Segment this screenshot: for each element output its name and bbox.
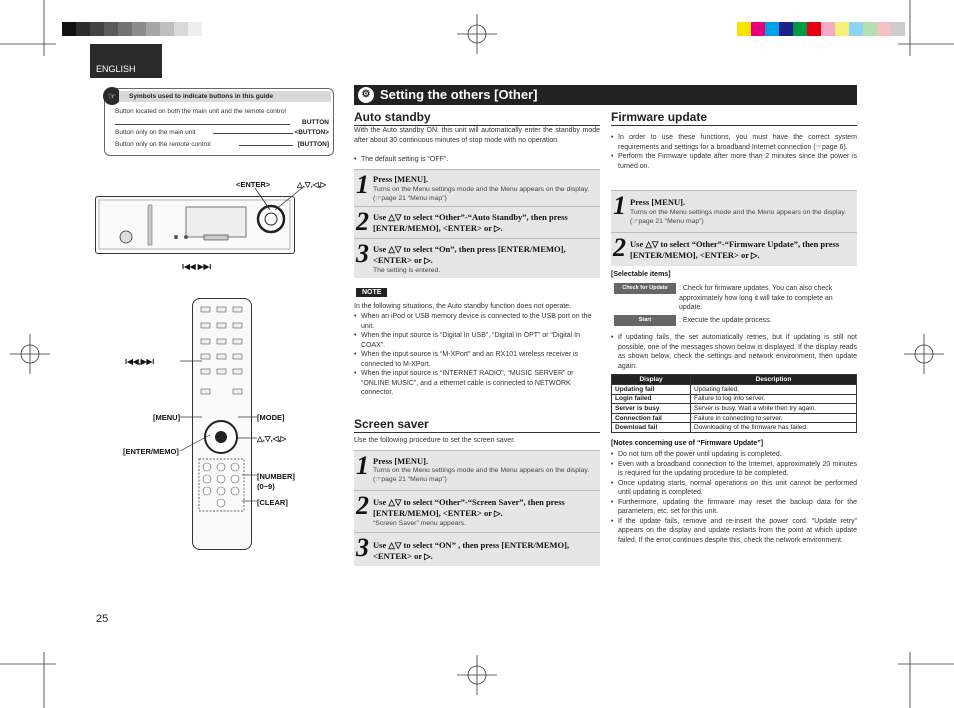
language-tab: ENGLISH <box>90 44 162 78</box>
page-number: 25 <box>96 613 109 625</box>
symbol-row-sym: [BUTTON] <box>297 141 329 148</box>
remote-clear-label: [CLEAR] <box>257 498 288 507</box>
note-item: • When the input source is “INTERNET RADIO”, “MUSIC SERVER” or “ONLINE MUSIC”, and a ethernet cable is connected to NETWORK connector. <box>354 369 600 398</box>
check-for-update-tag: Check for Update <box>614 283 676 294</box>
start-desc: : Execute the update process. <box>679 317 772 324</box>
note-item: • If the update fails, remove and re-insert the power cord. “Update retry” appears on the display and update restarts from the point at which update failed. If the error continues despite this, check the network environment. <box>611 517 857 546</box>
note-item: • Even with a broadband connection to the Internet, approximately 20 minutes is required for the updating procedure to be completed. <box>611 460 857 479</box>
remote-number-label: [NUMBER] <box>257 472 295 481</box>
symbol-row-sym: BUTTON <box>302 119 329 126</box>
remote-skip-label: I◀◀,▶▶I <box>125 357 155 366</box>
enter-label: <ENTER> <box>236 180 271 189</box>
remote-callout-lines <box>180 355 260 505</box>
firmware-error-table: Display Description Updating fail Updating failed. Login failed Failure to log into server. Server is busy Server is busy. Wait a while then try again. Connection fail Failure in connecting to server. Download fail Downloading of the firmware has failed. <box>611 374 857 433</box>
screen-saver-intro: Use the following procedure to set the screen saver. <box>354 437 516 444</box>
auto-standby-step: 3 Use △▽ to select “On”, then press [ENTER/MEMO], <ENTER> or ▷. The setting is entered. <box>354 238 600 278</box>
screen-saver-step: 2 Use △▽ to select “Other”-“Screen Saver”, then press [ENTER/MEMO], <ENTER> or ▷. “Screen Saver” menu appears. <box>354 490 600 532</box>
auto-standby-default: • The default setting is “OFF”. <box>354 155 600 165</box>
firmware-step: 1 Press [MENU]. Turns on the Menu settings mode and the Menu appears on the display. (☞page 21 “Menu map”) <box>611 190 857 232</box>
table-row: Updating fail Updating failed. <box>612 385 857 395</box>
symbols-guide <box>104 88 334 156</box>
firmware-bullets: • In order to use these functions, you must have the correct system requirements and settings for a broadband Internet connection (☞page 6). • Perform the Firmware update after more than 2 minutes since the power is turned on. <box>611 133 857 171</box>
check-for-update-desc: : Check for firmware updates. You can also check approximately how long it will take to complete an update. <box>679 285 833 311</box>
note-intro: In the following situations, the Auto standby function does not operate. <box>354 303 572 310</box>
table-row: Connection fail Failure in connecting to server. <box>612 413 857 423</box>
screen-saver-step: 1 Press [MENU]. Turns on the Menu settings mode and the Menu appears on the display. (☞page 21 “Menu map”) <box>354 450 600 490</box>
gear-icon: ⚙ <box>358 87 374 103</box>
section-title-text: Setting the others [Other] <box>380 87 538 102</box>
firmware-step: 2 Use △▽ to select “Other”-“Firmware Update”, then press [ENTER/MEMO], <ENTER> or ▷. <box>611 232 857 266</box>
section-title <box>354 85 857 105</box>
note-item: • When an iPod or USB memory device is connected to the USB port on the unit. <box>354 312 600 331</box>
notes-title: [Notes concerning use of “Firmware Update”] <box>611 440 764 447</box>
remote-mode-label: [MODE] <box>257 413 285 422</box>
selectable-items-title: [Selectable items] <box>611 271 671 278</box>
symbol-row-desc: Button located on both the main unit and the remote control <box>115 108 286 115</box>
symbol-row-desc: Button only on the remote control <box>115 141 211 148</box>
symbols-guide-title: Symbols used to indicate buttons in this guide <box>119 91 331 102</box>
remote-enter-memo-label: [ENTER/MEMO] <box>123 447 179 456</box>
note-item: • When the input source is “M-XPort” and an RX101 wireless receiver is connected to M-XPort. <box>354 350 600 369</box>
remote-number-range-label: (0~9) <box>257 482 275 491</box>
symbol-row-desc: Button only on the main unit <box>115 129 196 136</box>
remote-arrows-label: △,▽,◁,▷ <box>257 434 287 443</box>
note-item: • When the input source is “Digital In USB”, “Digital In OPT” or “Digital In COAX”. <box>354 331 600 350</box>
symbol-row-sym: <BUTTON> <box>294 129 329 136</box>
arrows-label: △,▽,◁,▷ <box>297 180 327 189</box>
start-tag: Start <box>614 315 676 326</box>
callout-lines <box>230 185 320 215</box>
screen-saver-heading: Screen saver <box>354 417 600 433</box>
note-item: • Do not turn off the power until updating is completed. <box>611 450 857 460</box>
firmware-fail-note: • If updating fails, the set automatically retries, but if updating is still not possible, one of the messages shown below is displayed. If the display reads as shown below, check the settings and network environment, then update again. <box>611 333 857 371</box>
table-row: Download fail Downloading of the firmware has failed. <box>612 423 857 433</box>
note-item: • Once updating starts, normal operations on this unit cannot be performed until updating is completed. <box>611 479 857 498</box>
table-row: Login failed Failure to log into server. <box>612 394 857 404</box>
auto-standby-heading: Auto standby <box>354 110 600 126</box>
auto-standby-step: 2 Use △▽ to select “Other”-“Auto Standby”, then press [ENTER/MEMO], <ENTER> or ▷. <box>354 206 600 238</box>
table-row: Server is busy Server is busy. Wait a while then try again. <box>612 404 857 414</box>
firmware-heading: Firmware update <box>611 110 857 126</box>
auto-standby-step: 1 Press [MENU]. Turns on the Menu settings mode and the Menu appears on the display. (☞page 21 “Menu map”) <box>354 169 600 206</box>
firmware-notes <box>611 450 857 545</box>
skip-label: I◀◀ ▶▶I <box>182 262 212 271</box>
remote-menu-label: [MENU] <box>153 413 181 422</box>
screen-saver-step: 3 Use △▽ to select “ON” , then press [ENTER/MEMO], <ENTER> or ▷. <box>354 532 600 566</box>
auto-standby-intro: With the Auto standby ON, this unit will automatically enter the standby mode after about 30 continuous minutes of stop mode with no operation. <box>354 127 600 144</box>
hand-pointer-icon: ☞ <box>103 87 121 105</box>
note-list <box>354 312 600 398</box>
note-item: • Furthermore, updating the firmware may reset the backup data for the parameters, etc. set for this unit. <box>611 498 857 517</box>
note-label: NOTE <box>356 288 387 297</box>
